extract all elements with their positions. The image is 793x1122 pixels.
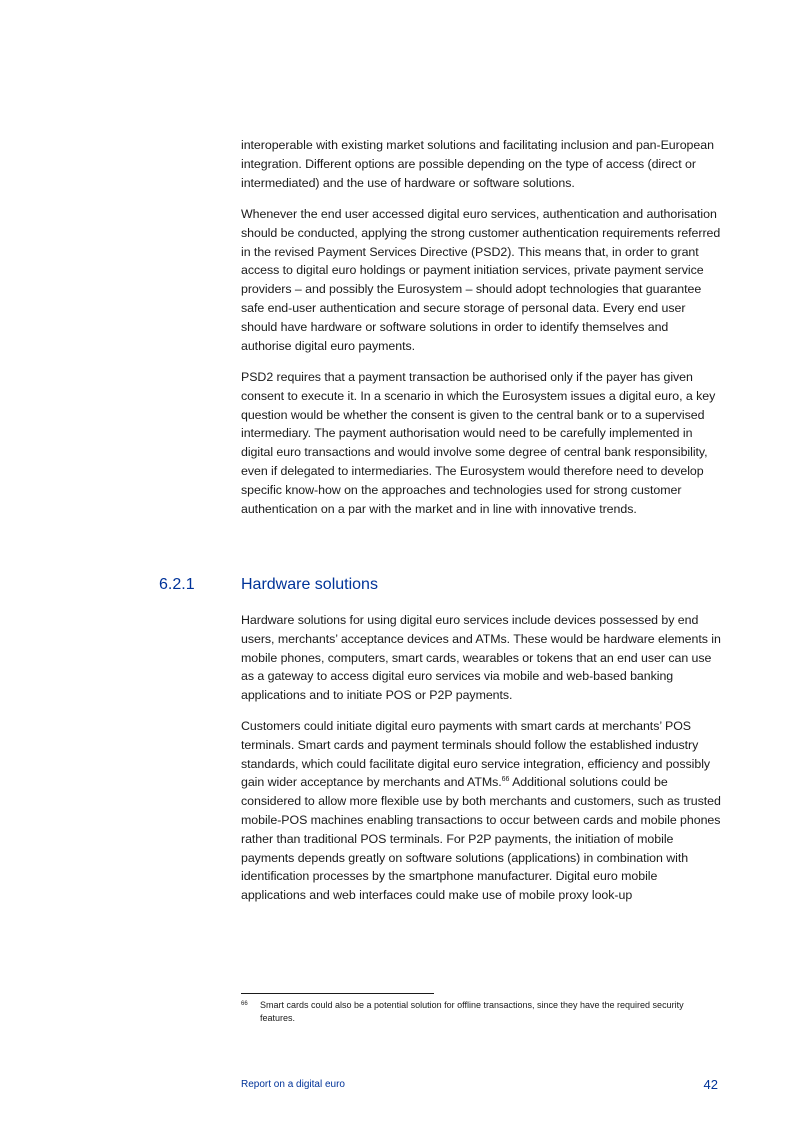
section-number: 6.2.1 [159,576,195,593]
paragraph-text: Whenever the end user accessed digital euro services, authentication and authorisation should be conducted, applying the strong customer authentication requirements referred in the revised Payment Services Directive (PSD2). This means that, in order to grant access to digital euro holdings or payment initiation services, private payment service providers – and possibly the Eurosystem – should adopt technologies that guarantee safe end-user authentication and secure storage of personal data. Every end user should have hardware or software solutions in order to identify themselves and authorise digital euro payments. [241,207,721,353]
paragraph-text: Hardware solutions for using digital euro services include devices possessed by end users, merchants’ acceptance devices and ATMs. These would be hardware elements in mobile phones, computers, smart cards, wearables or tokens that an end user can use as a gateway to access digital euro services via mobile and web-based banking applications and to initiate POS or P2P payments. [241,613,721,703]
body-paragraph [241,205,721,355]
body-paragraph [241,136,721,192]
footnote-text: Smart cards could also be a potential solution for offline transactions, since they have the required security features. [260,1000,684,1023]
footnote-divider [241,993,434,994]
body-paragraph [241,368,721,518]
footnote-reference[interactable]: 66 [501,776,510,784]
paragraph-text: interoperable with existing market solutions and facilitating inclusion and pan-European integration. Different options are possible depending on the type of access (direct or intermediated) and the use of hardware or software solutions. [241,138,714,190]
footnote-number: 66 [241,1001,248,1007]
body-paragraph [241,717,721,905]
footer-document-title: Report on a digital euro [241,1079,345,1090]
page-number: 42 [703,1077,718,1092]
paragraph-text [241,717,721,905]
paragraph-text: PSD2 requires that a payment transaction be authorised only if the payer has given consent to execute it. In a scenario in which the Eurosystem issues a digital euro, a key question would be whether the consent is given to the central bank or to a supervised intermediary. The payment authorisation would need to be carefully implemented in digital euro transactions and would involve some degree of central bank responsibility, even if delegated to intermediaries. The Eurosystem would therefore need to develop specific know-how on the approaches and technologies used for strong customer authentication on a par with the market and in line with innovative trends. [241,370,716,516]
footnote [241,999,711,1024]
body-paragraph [241,611,721,705]
paragraph-text-part: Customers could initiate digital euro payments with smart cards at merchants’ POS terminals. Smart cards and payment terminals should follow the established industry standards, which could facilitate digital euro service integration, efficiency and possibly gain wider acceptance by merchants and ATMs. [241,719,711,790]
section-heading: Hardware solutions [241,576,378,593]
paragraph-text-part: Additional solutions could be considered to allow more flexible use by both merchants and customers, such as trusted mobile-POS machines enabling transactions to occur between cards and mobile phones rather than traditional POS terminals. For P2P payments, the initiation of mobile payments depends greatly on software solutions (applications) in combination with identification processes by the smartphone manufacturer. Digital euro mobile applications and web interfaces could make use of mobile proxy look-up [241,775,721,903]
